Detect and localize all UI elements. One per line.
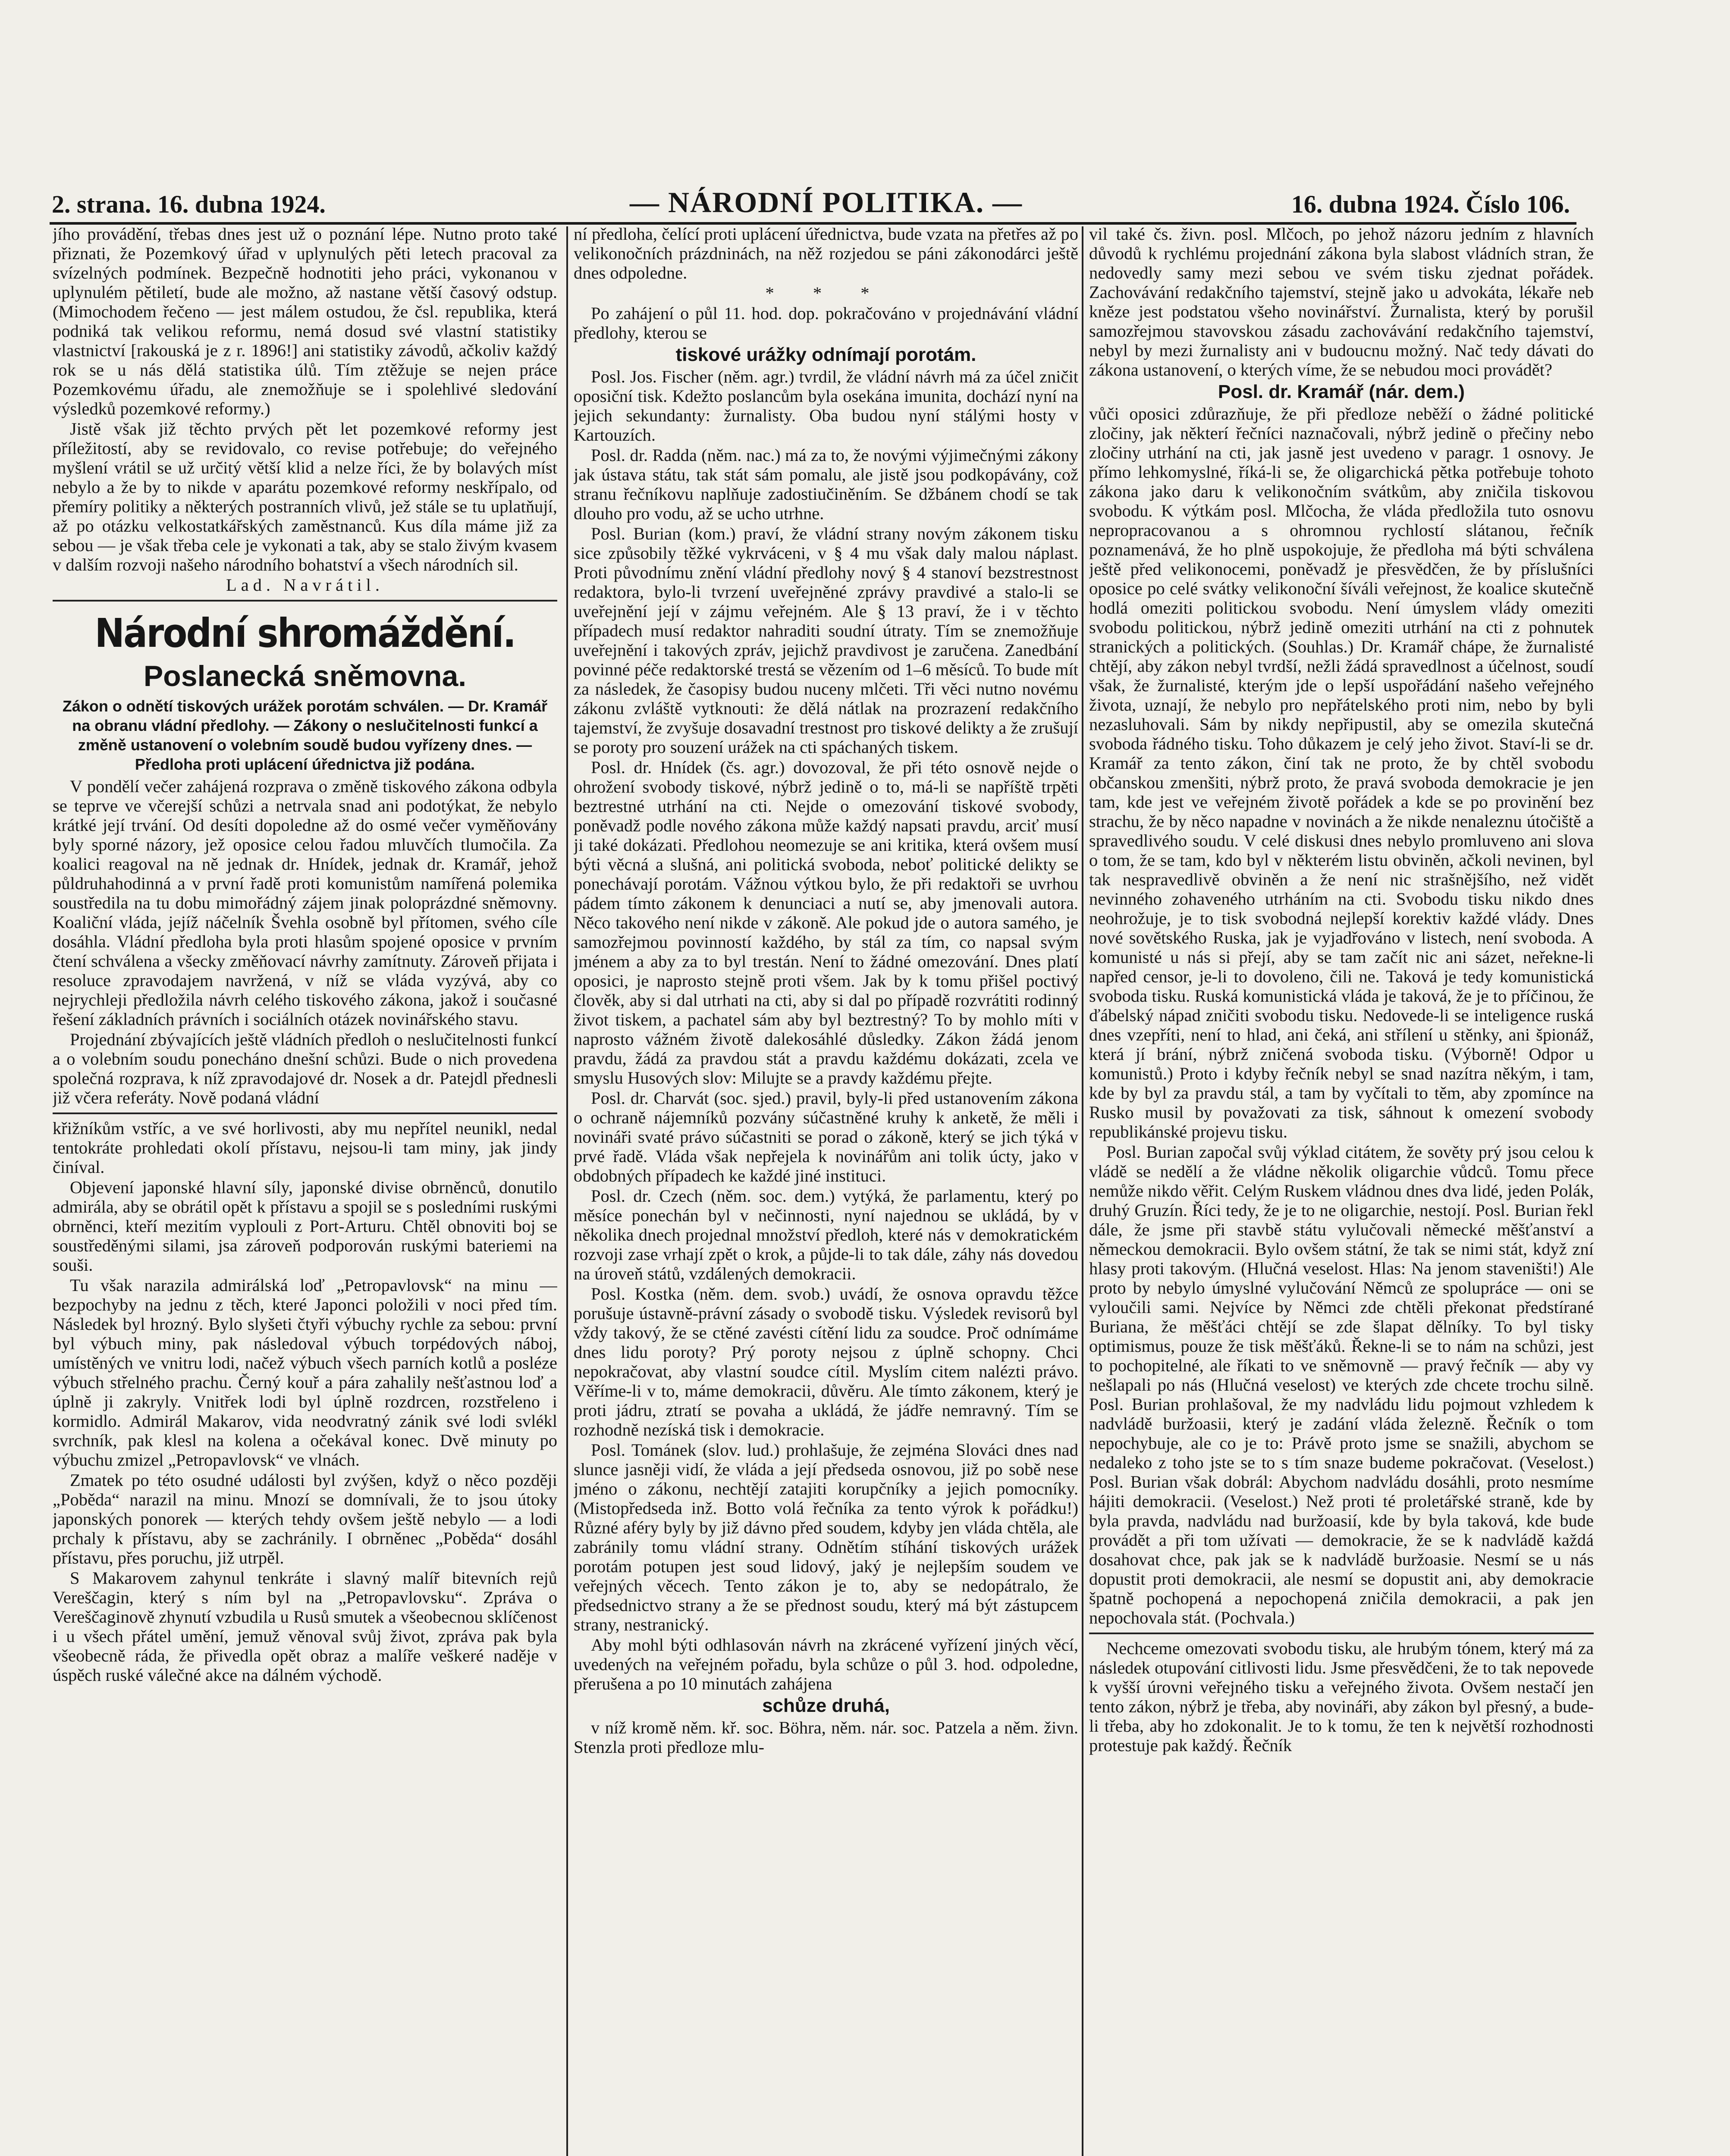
subheading: schůze druhá, bbox=[762, 1695, 890, 1716]
paragraph: V pondělí večer zahájená rozprava o změně tiskového zákona odbyla se teprve ve včerejší schůzi a netrvala snad ani podotýkat, že nebylo krátké její trvání. Od desíti dopoledne až do osmé večer vyměňovány byly sporné názory, jež oposice celou řadou mluvčích tlumočila. Za koalici reagoval na ně jednak dr. Hnídek, jednak dr. Kramář, jehož půldruhahodinná a v první řadě proti komunistům namířená polemika soustředila na tu dobu mimořádný zájem jinak poloprázdné sněmovny. Koaliční vláda, jejíž náčelník Švehla osobně byl přítomen, svého cíle dosáhla. Vládní předloha byla proti hlasům spojené oposice v prvním čtení schválena a všecky změňovací návrhy zamítnuty. Zároveň přijata i resoluce zpravodajem navržená, v níž se vláda vyzývá, aby co nejrychleji předložila návrh celého tiskového zákona, jakož i současné řešení základních právních i sociálních otázek novinářského stavu. bbox=[53, 777, 557, 1029]
paragraph: Projednání zbývajících ještě vládních předloh o neslučitelnosti funkcí a o volebním soudu ponecháno dnešní schůzi. Bude o nich provedena společná rozprava, k níž zpravodajové dr. Nosek a dr. Patejdl přednesli již včera referáty. Nově podaná vládní bbox=[53, 1030, 557, 1107]
subheading: tiskové urážky odnímají porotám. bbox=[675, 344, 976, 365]
paragraph: Posl. dr. Radda (něm. nac.) má za to, že novými výjimečnými zákony jak ústava státu, tak stát sám pomalu, ale jistě jsou podkopávány, což stranu řečníkovu naplňuje zadostiučiněním. Se džbánem chodí se tak dlouho pro vodu, až se ucho utrhne. bbox=[574, 445, 1078, 523]
column-2 bbox=[574, 224, 1078, 2156]
header-date-issue: 16. dubna 1924. Číslo 106. bbox=[1291, 190, 1570, 218]
paragraph: křižníkům vstříc, a ve své horlivosti, aby mu nepřítel neunikl, nedal tentokráte prohledati okolí přístavu, nejsou-li tam miny, jak jindy činíval. bbox=[53, 1119, 557, 1177]
paragraph: Posl. Burian (kom.) praví, že vládní strany novým zákonem tisku sice způsobily těžké vykrváceni, v § 4 mu však daly malou náplast. Proti původnímu znění vládní předlohy nový § 4 stanoví bezstrestnost redaktora, bylo-li tvrzení uveřejněné zprávy pravdivé a stalo-li se uveřejnění její v zájmu veřejném. Ale § 13 praví, že i v těchto případech musí redaktor nahraditi soudní útraty. Tím se znemožňuje uveřejnění i takových zpráv, jejichž pravdivost je zaručena. Zanedbání povinné péče redaktorské trestá se vězením od 1–6 měsíců. To bude mít za následek, že časopisy budou nuceny mlčeti. Tři věci nutno novému zákonu zvláště vytknouti: že dělá nátlak na prozrazení redakčního tajemství, že zvyšuje dosavadní trestnost pro tiskové delikty a že zrušují se poroty pro souzení urážek na cti spáchaných tiskem. bbox=[574, 524, 1078, 757]
subheading: Posl. dr. Kramář (nár. dem.) bbox=[1218, 381, 1465, 402]
column-3 bbox=[1089, 224, 1594, 2156]
paragraph: vůči oposici zdůrazňuje, že při předloze neběží o žádné politické zločiny, jak některí řečníci naznačovali, nýbrž jedině o přečiny nebo zločiny utrhání na cti, jak jasně jest uvedeno v paragr. 1 osnovy. Je přímo lehkomyslné, říká-li se, že oligarchická pětka potřebuje tohoto zákona jako daru k velikonočním svátkům, aby zničila tiskovou svobodu. K výtkám posl. Mlčocha, že vláda předložila tuto osnovu nepropracovanou a s ohromnou rychlostí slátanou, řečník poznamenává, že ho plně uspokojuje, že předloha má býti schválena ještě před velikonocemi, poněvadž je přesvědčen, že by příslušníci oposice po celé svátky velikonoční šíváli veřejnost, že koalice skutečně hodlá omeziti politickou svobodu. Není úmyslem vlády omeziti svobodu politickou, nýbrž jedině omeziti utrhání na cti z pohnutek stranických a politických. (Souhlas.) Dr. Kramář chápe, že žurnalisté chtějí, aby zákon nebyl tvrdší, nežli žádá spravedlnost a účelnost, soudí však, že žurnalisté, kterým jde o lepší uspořádání našeho veřejného života, uznají, že nebylo pro nepřátelského proti nim, nebo by byli nezasluhovali. Sám by nikdy nepřipustil, aby se omezila skutečná svoboda řádného tisku. Toho důkazem je celý jeho život. Staví-li se dr. Kramář za tento zákon, činí tak ne proto, že by chtěl svobodu občanskou zmenšiti, nýbrž proto, že pravá svoboda demokracie je jen tam, kde jest ve veřejném životě pořádek a kde se po provinění bez strachu, že by něco napadne v novinách a že nikde nenaleznu útočiště a spravedlivého soudu. V celé diskusi dnes nebylo promluveno ani slova o tom, že se tam, kdo byl v některém listu obviněn, ačkoli nevinen, byl tak nespravedlivě obviněn a že není nic strašnějšího, než vidět nevinného zohaveného utrháním na cti. Svobodu tisku nikdo dnes neohrožuje, je to tisk svobodná nejlepší korektiv každé vlády. Dnes nové sovětského Ruska, jak je vyjadřováno v listech, není svoboda. A komunisté u nás si přejí, aby se tam začít nic ani sázet, neřekne-li napřed censor, je-li to dovoleno, čili ne. Taková je tedy komunistická svoboda tisku. Ruská komunistická vláda je taková, že je to příčinou, že ďábelský nápad zničiti svobodu tisku. Nedovede-li se inteligence ruská dnes vzepříti, není to hlad, ani čeká, ani střílení u stěnky, ani špionáž, která jí brání, nýbrž zničená svoboda tisku. (Výborně! Odpor u komunistů.) Proto i kdyby řečník nebyl se snad nazítra někým, i tam, kde by byl za pravdu stál, a tam by vyčítali to těm, aby zpomínce na Rusko musil by považovati za tisk, sáhnout k omezení svobody republikánské projevu tisku. bbox=[1089, 404, 1594, 1141]
paragraph: S Makarovem zahynul tenkráte i slavný malíř bitevních rejů Vereščagin, který s ním byl na „Petropavlovsku“. Zpráva o Vereščaginově zhynutí vzbudila u Rusů smutek a všeobecnou sklíčenost i u všech přátel umění, jemuž věnoval svůj život, zpráva pak byla všeobecně ráda, že přivedla opět obraz a malíře veškeré naděje v úspěch ruské válečné akce na dálném východě. bbox=[53, 1568, 557, 1685]
section-rule bbox=[53, 1112, 557, 1114]
column-divider bbox=[1082, 226, 1083, 2156]
section-stars: * * * bbox=[765, 283, 887, 303]
paragraph: Nechceme omezovati svobodu tisku, ale hrubým tónem, který má za následek otupování citlivosti lidu. Jsme přesvědčeni, že to tak nepovede k vyšší úrovni veřejného tisku a veřejného života. Ovšem nestačí jen tento zákon, nýbrž je třeba, aby novináři, aby zákon byl přesný, a bude-li třeba, aby ho zdokonalit. Je to k tomu, že ten k největší rozhodnosti protestuje pak každý. Řečník bbox=[1089, 1639, 1594, 1755]
paragraph: vil také čs. živn. posl. Mlčoch, po jehož názoru jedním z hlavních důvodů k rychlému projednání zákona byla slabost vládních stran, že nedovedly samy mezi sebou ve svém tisku zjednat pořádek. Zachovávání redakčního tajemství, stejně jako u advokáta, lékaře neb kněze jest podstatou všeho novinářství. Žurnalista, který by porušil samozřejmou stavovskou zásadu zachovávání redakčního tajemství, nebyl by mezi žurnalisty ani v budoucnu možný. Nač tedy dávati do zákona ustanovení, o kterých víme, že se nebudou moci provádět? bbox=[1089, 224, 1594, 379]
paragraph: Posl. Tománek (slov. lud.) prohlašuje, že zejména Slováci dnes nad slunce jasněji vidí, že vláda a její předseda osnovou, již po sobě nese jméno o zákonu, nechtějí zatajiti korupčníky a jejich pomocníky. (Mistopředseda inž. Botto volá řečníka za tento výrok k pořádku!) Různé aféry byly by již dávno před soudem, kdyby jen vláda chtěla, ale zabránily tomu vládní strany. Odnětím stíhání tiskových urážek porotám potupen jest soud lidový, jaký je nejlepším soudem ve veřejných věcech. Tento zákon je to, aby se nedopátralo, že předsednictvo strany a že se přednost soudu, který má být zástupcem strany, nestranický. bbox=[574, 1440, 1078, 1634]
author-signature: Lad. Navrátil. bbox=[226, 575, 384, 595]
article-deck: Zákon o odnětí tiskových urážek porotám schválen. — Dr. Kramář na obranu vládní předlohy. — Zákony o neslučitelnosti funkcí a změně ustanovení o volebním soudě budou vyřízeny dnes. — Předloha proti uplácení úřednictva již podána. bbox=[62, 697, 548, 773]
paragraph: Tu však narazila admirálská loď „Petropavlovsk“ na minu — bezpochyby na jednu z těch, které Japonci položili v noci před tím. Následek byl hrozný. Bylo slyšeti čtyři výbuchy rychle za sebou: první byl výbuch miny, pak následoval výbuch torpédových náboj, umístěných ve vnitru lodi, načež výbuch všech parních kotlů a posléze výbuch střelného prachu. Černý kouř a pára zahalily nešťastnou loď a úplně ji zakryly. Vnitřek lodi byl úplně rozdrcen, rozstřeleno i kormidlo. Admirál Makarov, vida neodvratný zánik své lodi svlékl svrchník, pak klesl na kolena a očekával konec. Dvě minuty po výbuchu zmizel „Petropavlovsk“ ve vlnách. bbox=[53, 1275, 557, 1470]
paragraph: ní předloha, čelící proti uplácení úřednictva, bude vzata na přetřes až po velikonočních prázdninách, na něž rozjedou se páni zákonodárci ještě dnes odpoledne. bbox=[574, 224, 1078, 282]
column-divider bbox=[566, 226, 568, 2156]
column-1 bbox=[53, 224, 557, 2156]
section-subheadline: Poslanecká sněmovna. bbox=[143, 660, 467, 693]
paragraph: Jistě však již těchto prvých pět let pozemkové reformy jest příležitostí, aby se revidovalo, co revise potřebuje; do veřejného myšlení vrátil se už určitý větší klid a nelze říci, že by bolavých míst nebylo a že by to nikde v aparátu pozemkové reformy neskřípalo, od přemíry politiky a některých postranních vlivů, jež stále se tu uplatňují, až po otázku velkostatkářských zaměstnanců. Kus díla máme již za sebou — je však třeba cele je vykonati a tak, aby se stalo živým kvasem v dalším rozvoji našeho národního bohatství a všech národních sil. bbox=[53, 419, 557, 574]
paragraph: Aby mohl býti odhlasován návrh na zkrácené vyřízení jiných věcí, uvedených na veřejném pořadu, byla schůze o půl 3. hod. odpoledne, přerušena a po 10 minutách zahájena bbox=[574, 1635, 1078, 1693]
paragraph: Posl. Burian započal svůj výklad citátem, že sověty prý jsou celou k vládě se nedělí a že vládne několik oligarchie vůdců. Tomu přece nemůže nikdo věřit. Celým Ruskem vládnou dnes dva lidé, jeden Polák, druhý Gruzín. Říci tedy, že je to ne oligarchie, nestojí. Posl. Burian řekl dále, že jsme při stavbě státu vylučovali německé měšťanství a německou demokracii. Bylo ovšem státní, že tak se nimi stát, když zní hlasy proti takovým. (Hlučná veselost. Hlas: Na jenom staveništi!) Ale proto by nebylo úmyslné vylučování Němců ze spolupráce — oni se vyloučili sami. Nejvíce by Němci zde chtěli překonat předstírané Buriana, že měšťáci chtějí se zde šlapat dělníky. To byl tisky optimismus, pouze že tisk měšťáků. Řekne-li se to nám na schůzi, jest to pochopitelné, ale říkati to ve sněmovně — pravý řečník — aby vy nešlapali po nás (Hlučná veselost) ve kterých zde chcete trochu silně. Posl. Burian prohlašoval, že my nadvládu lidu pojmout vzhledem k nadvládě buržoasii, který je zadání vláda železně. Řečník o tom nepochybuje, ale co je to: Právě proto jsme se snažili, abychom se nedaleko z toho jste se to s tím snaze budeme pokračovat. (Veselost.) Posl. Burian však dobrál: Abychom nadvládu dosáhli, proto nesmíme hájiti demokracii. (Veselost.) Než proti té proletářské straně, kde by byla pravda, nadvládu nad buržoasií, kde by byla taková, kde bude provádět a při tom užívati — demokracie, že se k nadvládě každá dosahovat chce, pak jak se k nadvládě buržoasie. Nesmí se u nás dopustit proti demokracii, ale nesmí se dopustit ani, aby demokracie špatně pochopená a nepochopená zničila demokracii, a pak jen nepochovala stát. (Pochvala.) bbox=[1089, 1142, 1594, 1627]
section-rule bbox=[1089, 1633, 1594, 1634]
paragraph: Posl. dr. Hnídek (čs. agr.) dovozoval, že při této osnově nejde o ohrožení svobody tiskové, nýbrž jedině o to, má-li se napříště trpěti beztrestné utrhání na cti. Nejde o omezování tiskové svobody, poněvadž podle nového zákona může každý napsati pravdu, arciť musí ji také dokázati. Předlohou neomezuje se ani kritika, která ovšem musí býti věcná a slušná, ani politická svoboda, neboť politické delikty se ponechávají porotám. Vážnou výtkou bylo, že při redaktoři se uvrhou pádem tímto zákonem k denunciaci a nutí se, aby jmenovali autora. Něco takového není nikde v zákoně. Ale pokud jde o autora samého, je samozřejmou povinností každého, by stál za tím, co napsal svým jménem a aby za to byl trestán. Není to žádné omezování. Dnes platí oposici, je naprosto stejně proti všem. Jak by k tomu přišel poctivý člověk, aby si dal utrhati na cti, aby si dal po případě rozvrátiti rodinný život tiskem, a pachatel sám aby byl beztrestný? To by mohlo míti v naprosto vážném životě dalekosáhlé důsledky. Zákon žádá jenom pravdu, žádá za pravdou stát a pravdu každému dokázati, zcela ve smyslu Husových slov: Milujte se a pravdy každému přejte. bbox=[574, 758, 1078, 1087]
header-page-date: 2. strana. 16. dubna 1924. bbox=[52, 190, 326, 218]
paragraph: jího provádění, třebas dnes jest už o poznání lépe. Nutno proto také přiznati, že Pozemkový úřad v uplynulých pěti letech pracoval za svízelných podmínek. Bezpečně hodnotiti jeho práci, vykonanou v uplynulém pětiletí, bude ale možno, až nastane větší časový odstup. (Mimochodem řečeno — jest málem ostudou, že čsl. republika, která podniká tak velikou reformu, nemá dosud své vlastní statistiky vlastnictví [rakouská je z r. 1896!] ani statistiky závodů, ačkoliv každý rok se u nás dělá statistika úlů. Tím ztěžuje se nejen práce Pozemkovému úřadu, ale znemožňuje se i spolehlivé sledování výsledků pozemkové reformy.) bbox=[53, 224, 557, 418]
paragraph: Posl. Kostka (něm. dem. svob.) uvádí, že osnova opravdu těžce porušuje ústavně-právní zásady o svobodě tisku. Výsledek revisorů byl vždy takový, že se ctěné zavésti cítění lidu za soudce. Proč odnímáme dnes lidu poroty? Prý poroty nejsou z úplně schopny. Chci nepokračovat, aby vlastní soudce cítil. Myslím citem nalézti právo. Věříme-li v to, máme demokracii, důvěru. Ale tímto zákonem, který je proti jádru, ztratí se povaha a ukládá, že jádře nemravný. Tím se rozhodně nezíská tisk i demokracie. bbox=[574, 1284, 1078, 1439]
paragraph: Posl. dr. Charvát (soc. sjed.) pravil, byly-li před ustanovením zákona o ochraně nájemníků pozvány súčastněné kruhy k anketě, že měli i novináři svaté právo súčastniti se porad o zákoně, který se jich týká v prvé řadě. Vláda však nepřejela k novinářům ani tolik úcty, jako v obdobných případech ke každé jiné instituci. bbox=[574, 1088, 1078, 1185]
paragraph: Posl. Jos. Fischer (něm. agr.) tvrdil, že vládní návrh má za účel zničit oposiční tisk. Kdežto poslancům byla osekána imunita, dochází nyní na jejich sekundanty: žurnalisty. Oba budou nyní stálými hosty v Kartouzích. bbox=[574, 367, 1078, 445]
paragraph: Po zahájení o půl 11. hod. dop. pokračováno v projednávání vládní předlohy, kterou se bbox=[574, 304, 1078, 342]
paragraph: v níž kromě něm. kř. soc. Böhra, něm. nár. soc. Patzela a něm. živn. Stenzla proti předloze mlu- bbox=[574, 1718, 1078, 1757]
paragraph: Objevení japonské hlavní síly, japonské divise obrněnců, donutilo admirála, aby se obrátil opět k přístavu a spojil se s posledními ruskými obrněnci, kteří mezitím vyplouli z Port-Arturu. Chtěl obnoviti boj se soustředěnými silami, jsa zároveň podporován ruskými bateriemi na souši. bbox=[53, 1178, 557, 1275]
section-rule bbox=[53, 600, 557, 602]
section-headline: Národní shromáždění. bbox=[94, 610, 515, 656]
paragraph: Zmatek po této osudné události byl zvýšen, když o něco později „Poběda“ narazil na minu. Mnozí se domnívali, že to jsou útoky japonských ponorek — kterých tehdy ovšem ještě nebylo — a lodi prchaly k přístavu, aby se zachránily. I obrněnec „Poběda“ dosáhl přístavu, přes poruchu, již utrpěl. bbox=[53, 1470, 557, 1567]
paragraph: Posl. dr. Czech (něm. soc. dem.) vytýká, že parlamentu, který po měsíce ponechán byl v nečinnosti, nyní najednou se ukládá, by v několika dnech projednal množství předloh, které nás v demokratickém rozvoji zase vrhají zpět o krok, a půjde-li to tak dále, záhy nás dovedou na úroveň států, vzdálených demokracii. bbox=[574, 1186, 1078, 1283]
page-header bbox=[52, 185, 1570, 220]
header-masthead: — NÁRODNÍ POLITIKA. — bbox=[630, 186, 1023, 219]
